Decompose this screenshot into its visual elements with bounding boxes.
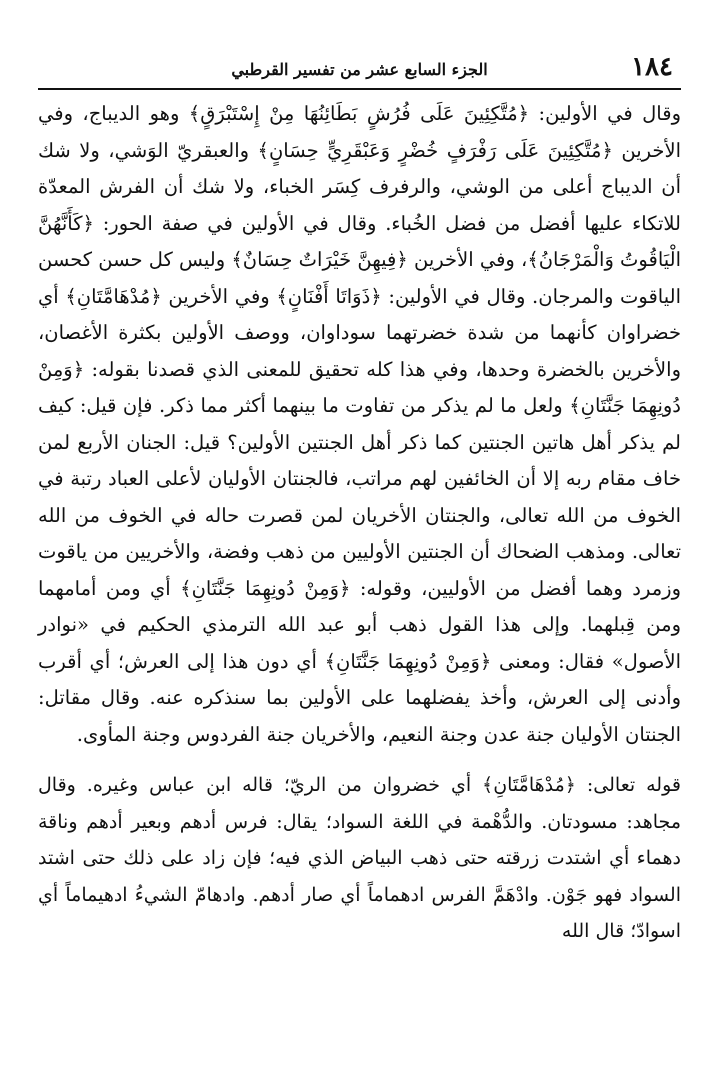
paragraph-1: وقال في الأولين: ﴿مُتَّكِئِينَ عَلَى فُرُشٍ بَطَائِنُهَا مِنْ إِسْتَبْرَقٍ﴾ وهو الديباج، وفي الأخرين ﴿مُتَّكِئِينَ عَلَى رَفْرَفٍ خُضْرٍ وَعَبْقَرِيٍّ حِسَانٍ﴾ والعبقريّ الوَشي، ولا شك أن الديباج أعلى من الوشي، والرفرف كِسَر الخباء، ولا شك أن الفرش المعدّة للاتكاء عليها أفضل من فضل الخُباء. وقال في الأولين في صفة الحور: ﴿كَأَنَّهُنَّ الْيَاقُوتُ وَالْمَرْجَانُ﴾، وفي الأخرين ﴿فِيهِنَّ خَيْرَاتٌ حِسَانٌ﴾ وليس كل حسن كحسن الياقوت والمرجان. وقال في الأولين: ﴿ذَوَاتَا أَفْنَانٍ﴾ وفي الأخرين ﴿مُدْهَامَّتَانِ﴾ أي خضراوان كأنهما من شدة خضرتهما سوداوان، ووصف الأولين بكثرة الأغصان، والأخرين بالخضرة وحدها، وفي هذا كله تحقيق للمعنى الذي قصدنا بقوله: ﴿وَمِنْ دُونِهِمَا جَنَّتَانِ﴾ ولعل ما لم يذكر من تفاوت ما بينهما أكثر مما ذكر. فإن قيل: كيف لم يذكر أهل هاتين الجنتين كما ذكر أهل الجنتين الأولين؟ قيل: الجنان الأربع لمن خاف مقام ربه إلا أن الخائفين لهم مراتب، فالجنتان الأوليان لأعلى العباد رتبة في الخوف من الله تعالى، والجنتان الأخريان لمن قصرت حاله في الخوف من الله تعالى. ومذهب الضحاك أن الجنتين الأوليين من ذهب وفضة، والأخريين من ياقوت وزمرد وهما أفضل من الأوليين، وقوله: ﴿وَمِنْ دُونِهِمَا جَنَّتَانِ﴾ أي ومن أمامهما ومن قِبلهما. وإلى هذا القول ذهب أبو عبد الله الترمذي الحكيم في «نوادر الأصول» فقال: ومعنى ﴿وَمِنْ دُونِهِمَا جَنَّتَانِ﴾ أي دون هذا إلى العرش؛ أي أقرب وأدنى إلى العرش، وأخذ يفضلهما على الأولين بما سنذكره عنه. وقال مقاتل: الجنتان الأوليان جنة عدن وجنة النعيم، والأخريان جنة الفردوس وجنة المأوى. [37, 102, 681, 746]
header-rule [38, 88, 681, 90]
page-number: ١٨٤ [631, 52, 673, 82]
page-header [38, 0, 681, 80]
paragraph-2: قوله تعالى: ﴿مُدْهَامَّتَانِ﴾ أي خضروان من الريّ؛ قاله ابن عباس وغيره. وقال مجاهد: مسودتان. والدُّهْمة في اللغة السواد؛ يقال: فرس أدهم وبعير أدهم وناقة دهماء أي اشتدت زرقته حتى ذهب البياض الذي فيه؛ فإن زاد على ذلك حتى اشتد السواد فهو جَوْن. وادْهَمَّ الفرس ادهماماً أي صار أدهم. وادهامّ الشيءُ ادهيماماً أي اسوادّ؛ قال الله [38, 774, 681, 942]
body-text [38, 96, 681, 950]
running-title: الجزء السابع عشر من تفسير القرطبي [231, 60, 488, 79]
